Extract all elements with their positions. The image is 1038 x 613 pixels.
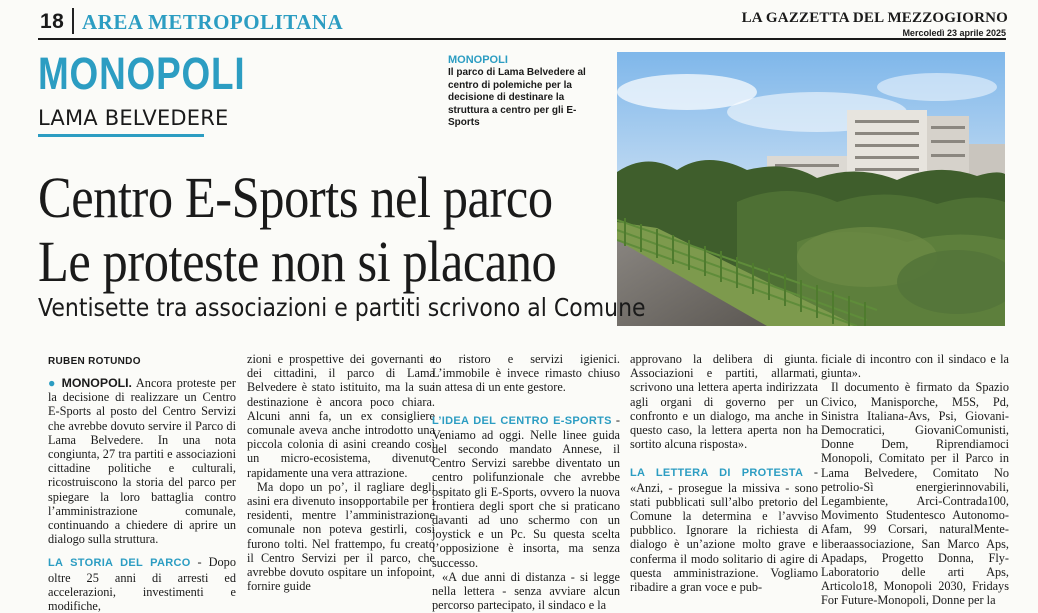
district-underline <box>38 134 204 137</box>
article-headline <box>38 166 618 294</box>
column-1-text-1: Ancora proteste per la decisione di realizzare un Centro E-Sports al posto del Centro Servizi che avrebbe dovuto servire il Parco di Lama Belvedere. In una nota congiunta, 27 tra partiti e associazioni cittadine politiche e culturali, ricostruiscono la storia del parco per spiegare la loro battaglia contro l’amministrazione comunale, continuando a chiedere di aprire un dialogo sulla struttura. <box>48 376 236 547</box>
bullet-icon: ● <box>48 376 57 390</box>
column-5-paragraph-1: ficiale di incontro con il sindaco e la giunta». <box>821 352 1009 381</box>
column-1-text-2: - Dopo oltre 25 anni di arresti ed accelerazioni, investimenti e modifiche, <box>48 555 236 613</box>
subheading-lettera: LA LETTERA DI PROTESTA <box>630 467 804 480</box>
subheading-idea: L’IDEA DEL CENTRO E-SPORTS <box>432 414 612 427</box>
column-4-text-2: - «Anzi, - prosegue la missiva - sono stati pubblicati sull’albo pretorio del Comune la determina e l’avviso pubblico. Ignorare la richiesta di dialogo è un’azione molto grave e conferma il modo solitario di agire di questa amministrazione. Vogliamo ribadire a gran voce e pub- <box>630 465 818 595</box>
article-column-5 <box>821 352 1009 608</box>
article-subheadline: Ventisette tra associazioni e partiti scrivono al Comune <box>38 293 646 322</box>
column-3-text-2: - Veniamo ad oggi. Nelle linee guida del secondo mandato Annese, il Centro Servizi sarebbe diventato un centro polifunzionale che avrebbe ospitato gli E-Sports, ovvero la nuova frontiera degli sport che si praticano davanti ad uno schermo con un joystick e un Pc. Su questa scelta l’opposizione è insorta, ma senza successo. <box>432 412 621 570</box>
issue-date: Mercoledì 23 aprile 2025 <box>902 28 1006 38</box>
column-2-paragraph-1: zioni e prospettive dei governanti e dei cittadini, il parco di Lama Belvedere è stato istituito, ma la sua destinazione è ancora poco chiara. Alcuni anni fa, un ex consigliere comunale aveva anche introdotto una piccola colonia di asini creando così un micro-ecosistema, divenuto rapidamente una vera attrazione. <box>247 352 435 480</box>
column-3-paragraph-3: «A due anni di distanza - si legge nella lettera - senza avviare alcun percorso partecipato, il sindaco e la <box>432 569 620 613</box>
column-1-paragraph-2 <box>48 555 236 613</box>
section-title: AREA METROPOLITANA <box>82 10 344 34</box>
column-3-paragraph-1: to ristoro e servizi igienici. L’immobile è invece rimasto chiuso in attesa di un ente gestore. <box>432 352 620 395</box>
article-column-3 <box>432 352 620 612</box>
column-2-paragraph-2: Ma dopo un po’, il ragliare degli asini era divenuto insopportabile per i residenti, mentre l’amministrazione comunale non poteva gestirli, così furono tolti. Nel frattempo, fu creato il Centro Servizi per il parco, che avrebbe dovuto ospitare un infopoint, fornire guide <box>247 479 435 594</box>
city-kicker: MONOPOLI <box>38 48 246 99</box>
article-byline: RUBEN ROTUNDO <box>48 356 141 367</box>
headline-line-2: Le proteste non si placano <box>38 229 557 294</box>
page-number: 18 <box>40 10 65 33</box>
subheading-storia: LA STORIA DEL PARCO <box>48 557 191 570</box>
photo-caption: Il parco di Lama Belvedere al centro di polemiche per la decisione di destinare la struttura a centro per gli E-Sports <box>448 67 586 128</box>
district-label: LAMA BELVEDERE <box>38 106 229 130</box>
column-3-paragraph-2 <box>432 413 620 570</box>
article-column-1 <box>48 376 236 613</box>
column-4-paragraph-2 <box>630 465 818 594</box>
headline-line-1: Centro E-Sports nel parco <box>38 165 553 230</box>
dateline: MONOPOLI. <box>61 376 132 390</box>
column-5-paragraph-2: Il documento è firmato da Spazio Civico, Manisporche, M5S, Pd, Sinistra Italiana-Avs, Psi, Giovani-Democratici, GiovaniComunisti, Donne Dem, Riprendiamoci Monopoli, Comitato per il Parco in Lama Belvedere, Comitato No petrolio-Sì energierinnovabili, Legambiente, Arci-Contrada100, Movimento Studentesco Autonomo-Afam, 99 Corsari, naturalMente-liberaassociazione, San Marco Aps, Apadaps, Progetto Donna, Fly-Laboratorio delle arti Aps, Articolo18, Monopoli 2030, Fridays For Future-Monopoli, Donne per la <box>821 380 1009 608</box>
article-column-2 <box>247 352 435 593</box>
header-rule <box>38 38 1006 40</box>
park-photo <box>617 52 1005 326</box>
photo-caption-kicker: MONOPOLI <box>448 54 508 66</box>
article-column-4 <box>630 352 818 594</box>
column-4-paragraph-1: approvano la delibera di giunta. Associazioni e partiti, allarmati, scrivono una lettera aperta indirizzata agli organi di governo per un confronto e un dialogo, ma anche in questo caso, la lettera aperta non ha sortito alcuna risposta». <box>630 352 818 452</box>
newspaper-masthead: LA GAZZETTA DEL MEZZOGIORNO <box>741 10 1008 26</box>
column-1-paragraph-1 <box>48 376 236 546</box>
